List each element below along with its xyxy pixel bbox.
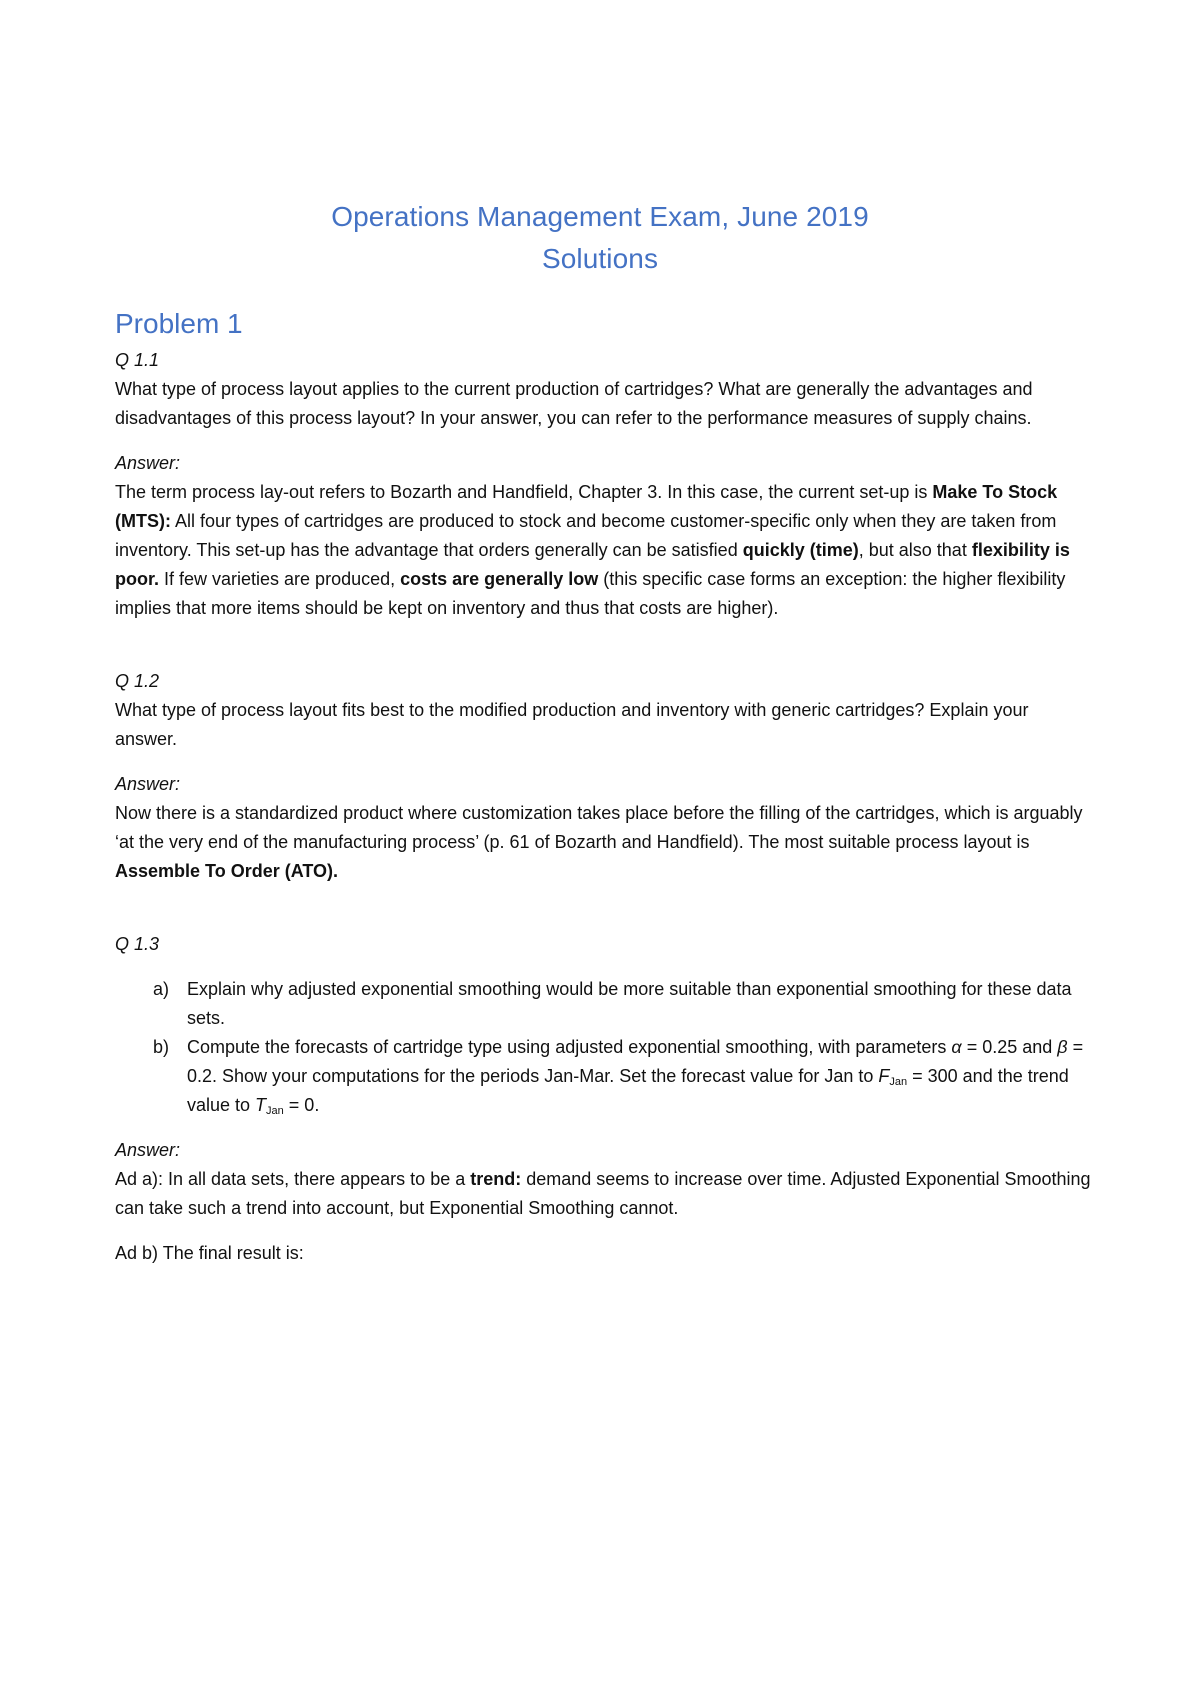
list-item-text: Explain why adjusted exponential smoothing would be more suitable than exponential smoothing for these data sets. xyxy=(187,979,1072,1028)
answer-text-span: , but also that xyxy=(858,540,972,560)
answer-text-q13b: Ad b) The final result is: xyxy=(115,1243,304,1263)
answer-prefix: Ad a): xyxy=(115,1169,164,1189)
spacer xyxy=(115,959,1095,975)
answer-label-q13: Answer: xyxy=(115,1140,181,1160)
problem-heading: Problem 1 xyxy=(115,308,243,339)
answer-text-span: demand seems to increase over time. Adjusted Exponential Smoothing can take such a trend into account, but Exponential Smoothing cannot. xyxy=(115,1169,1091,1218)
question-list-q13 xyxy=(115,975,1095,1120)
answer-text-span: The term process lay-out refers to Bozarth and Handfield, Chapter 3. In this case, the current set-up is xyxy=(115,482,933,502)
alpha-symbol: α xyxy=(951,1037,962,1057)
spacer xyxy=(115,1223,1095,1239)
forecast-symbol: F xyxy=(878,1066,890,1086)
answer-label-q12: Answer: xyxy=(115,774,181,794)
answer-text-q13a xyxy=(115,1165,1095,1223)
answer-bold-costs: costs are generally low xyxy=(400,569,599,589)
title-block xyxy=(0,196,1200,280)
question-label-q13: Q 1.3 xyxy=(115,934,160,954)
question-label-q11: Q 1.1 xyxy=(115,350,160,370)
answer-text-span: In all data sets, there appears to be a xyxy=(163,1169,471,1189)
beta-symbol: β xyxy=(1057,1037,1068,1057)
answer-text-span: All four types of cartridges are produced to stock and become customer-specific only when they are taken from inventory. This set-up has the advantage that orders generally can be satisfied xyxy=(115,511,1057,560)
answer-label-q11: Answer: xyxy=(115,453,181,473)
answer-bold-flexibility: flexibility is poor. xyxy=(115,540,1070,589)
answer-text-span: (this specific case forms an exception: the higher flexibility implies that more items should be kept on inventory and thus that costs are higher). xyxy=(115,569,1066,618)
answer-text-span: If few varieties are produced, xyxy=(159,569,401,589)
spacer xyxy=(115,623,1095,667)
list-item-b xyxy=(115,1033,1095,1120)
question-text-q12: What type of process layout fits best to the modified production and inventory with generic cartridges? Explain your answer. xyxy=(115,700,1029,749)
answer-text-q11 xyxy=(115,478,1095,623)
list-item-a xyxy=(115,975,1095,1033)
list-item-text: = 0.25 and xyxy=(961,1037,1058,1057)
answer-bold-trend: trend: xyxy=(470,1169,522,1189)
list-marker-a: a) xyxy=(153,979,170,999)
answer-bold-mts: Make To Stock (MTS): xyxy=(115,482,1058,531)
trend-subscript: Jan xyxy=(266,1105,284,1117)
question-label-q12: Q 1.2 xyxy=(115,671,160,691)
trend-symbol: T xyxy=(255,1095,267,1115)
list-item-text: = 0. xyxy=(283,1095,320,1115)
list-item-text: = 0.2. Show your computations for the periods Jan-Mar. Set the forecast value for Jan to xyxy=(187,1037,1084,1086)
question-text-q11: What type of process layout applies to the current production of cartridges? What are generally the advantages and disadvantages of this process layout? In your answer, you can refer to the performance measures of supply chains. xyxy=(115,379,1033,428)
document-subtitle: Solutions xyxy=(541,243,659,274)
spacer xyxy=(115,886,1095,930)
answer-bold-time: quickly (time) xyxy=(742,540,859,560)
document-content xyxy=(115,306,1095,1268)
list-item-text: = 300 and the trend value to xyxy=(187,1066,1069,1115)
list-item-text: Compute the forecasts of cartridge type using adjusted exponential smoothing, with parameters xyxy=(187,1037,952,1057)
answer-text-span: Now there is a standardized product where customization takes place before the filling of the cartridges, which is arguably ‘at the very end of the manufacturing process’ (p. 61 of Bozarth and Handfield). The most suitable process layout is xyxy=(115,803,1083,852)
list-marker-b: b) xyxy=(153,1037,170,1057)
answer-text-q12 xyxy=(115,799,1095,886)
answer-bold-ato: Assemble To Order (ATO). xyxy=(115,861,339,881)
document-title: Operations Management Exam, June 2019 xyxy=(331,201,869,232)
forecast-subscript: Jan xyxy=(889,1076,908,1088)
